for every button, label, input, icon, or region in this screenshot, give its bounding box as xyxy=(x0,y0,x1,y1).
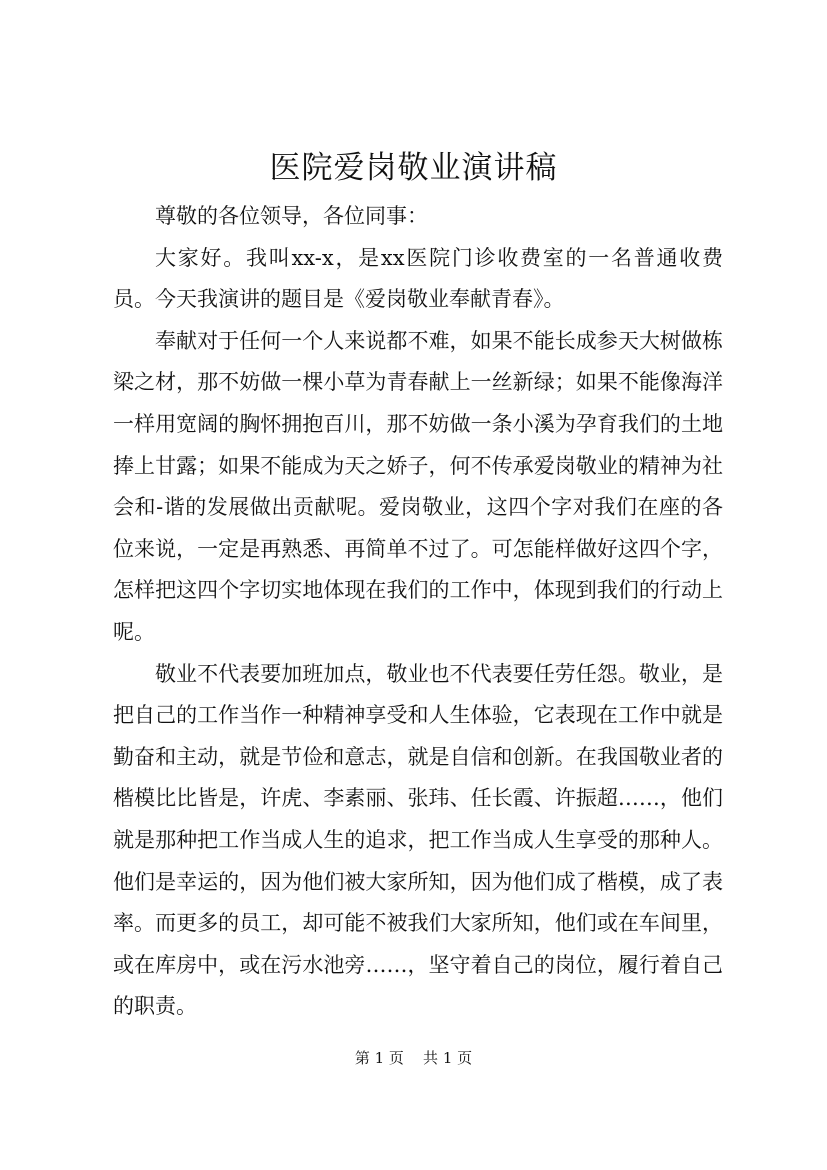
page-footer xyxy=(0,1046,827,1070)
paragraph-dedication-examples: 敬业不代表要加班加点，敬业也不代表要任劳任怨。敬业，是把自己的工作当作一种精神享受和人生体验，它表现在工作中就是勤奋和主动，就是节俭和意志，就是自信和创新。在我国敬业者的楷模比比皆是，许虎、李素丽、张玮、任长霞、许振超……，他们就是那种把工作当成人生的追求，把工作当成人生享受的那种人。他们是幸运的，因为他们被大家所知，因为他们成了楷模，成了表率。而更多的员工，却可能不被我们大家所知，他们或在车间里，或在库房中，或在污水池旁……，坚守着自己的岗位，履行着自己的职责。 xyxy=(113,661,723,1019)
document-title: 医院爱岗敬业演讲稿 xyxy=(269,150,558,186)
paragraph-greeting: 尊敬的各位领导，各位同事： xyxy=(155,204,428,228)
total-pages: 共 1 页 xyxy=(423,1049,473,1067)
paragraph-dedication: 奉献对于任何一个人来说都不难，如果不能长成参天大树做栋梁之材，那不妨做一棵小草为青春献上一丝新绿；如果不能像海洋一样用宽阔的胸怀拥抱百川，那不妨做一条小溪为孕育我们的土地捧上甘露；如果不能成为天之娇子，何不传承爱岗敬业的精神为社会和-谐的发展做出贡献呢。爱岗敬业，这四个字对我们在座的各位来说，一定是再熟悉、再简单不过了。可怎能样做好这四个字，怎样把这四个字切实地体现在我们的工作中，体现到我们的行动上呢。 xyxy=(113,328,723,644)
document-body xyxy=(113,196,723,1028)
page-number: 第 1 页 xyxy=(354,1049,404,1067)
paragraph-introduction: 大家好。我叫xx-x，是xx医院门诊收费室的一名普通收费员。今天我演讲的题目是《爱岗敬业奉献青春》。 xyxy=(113,245,723,312)
